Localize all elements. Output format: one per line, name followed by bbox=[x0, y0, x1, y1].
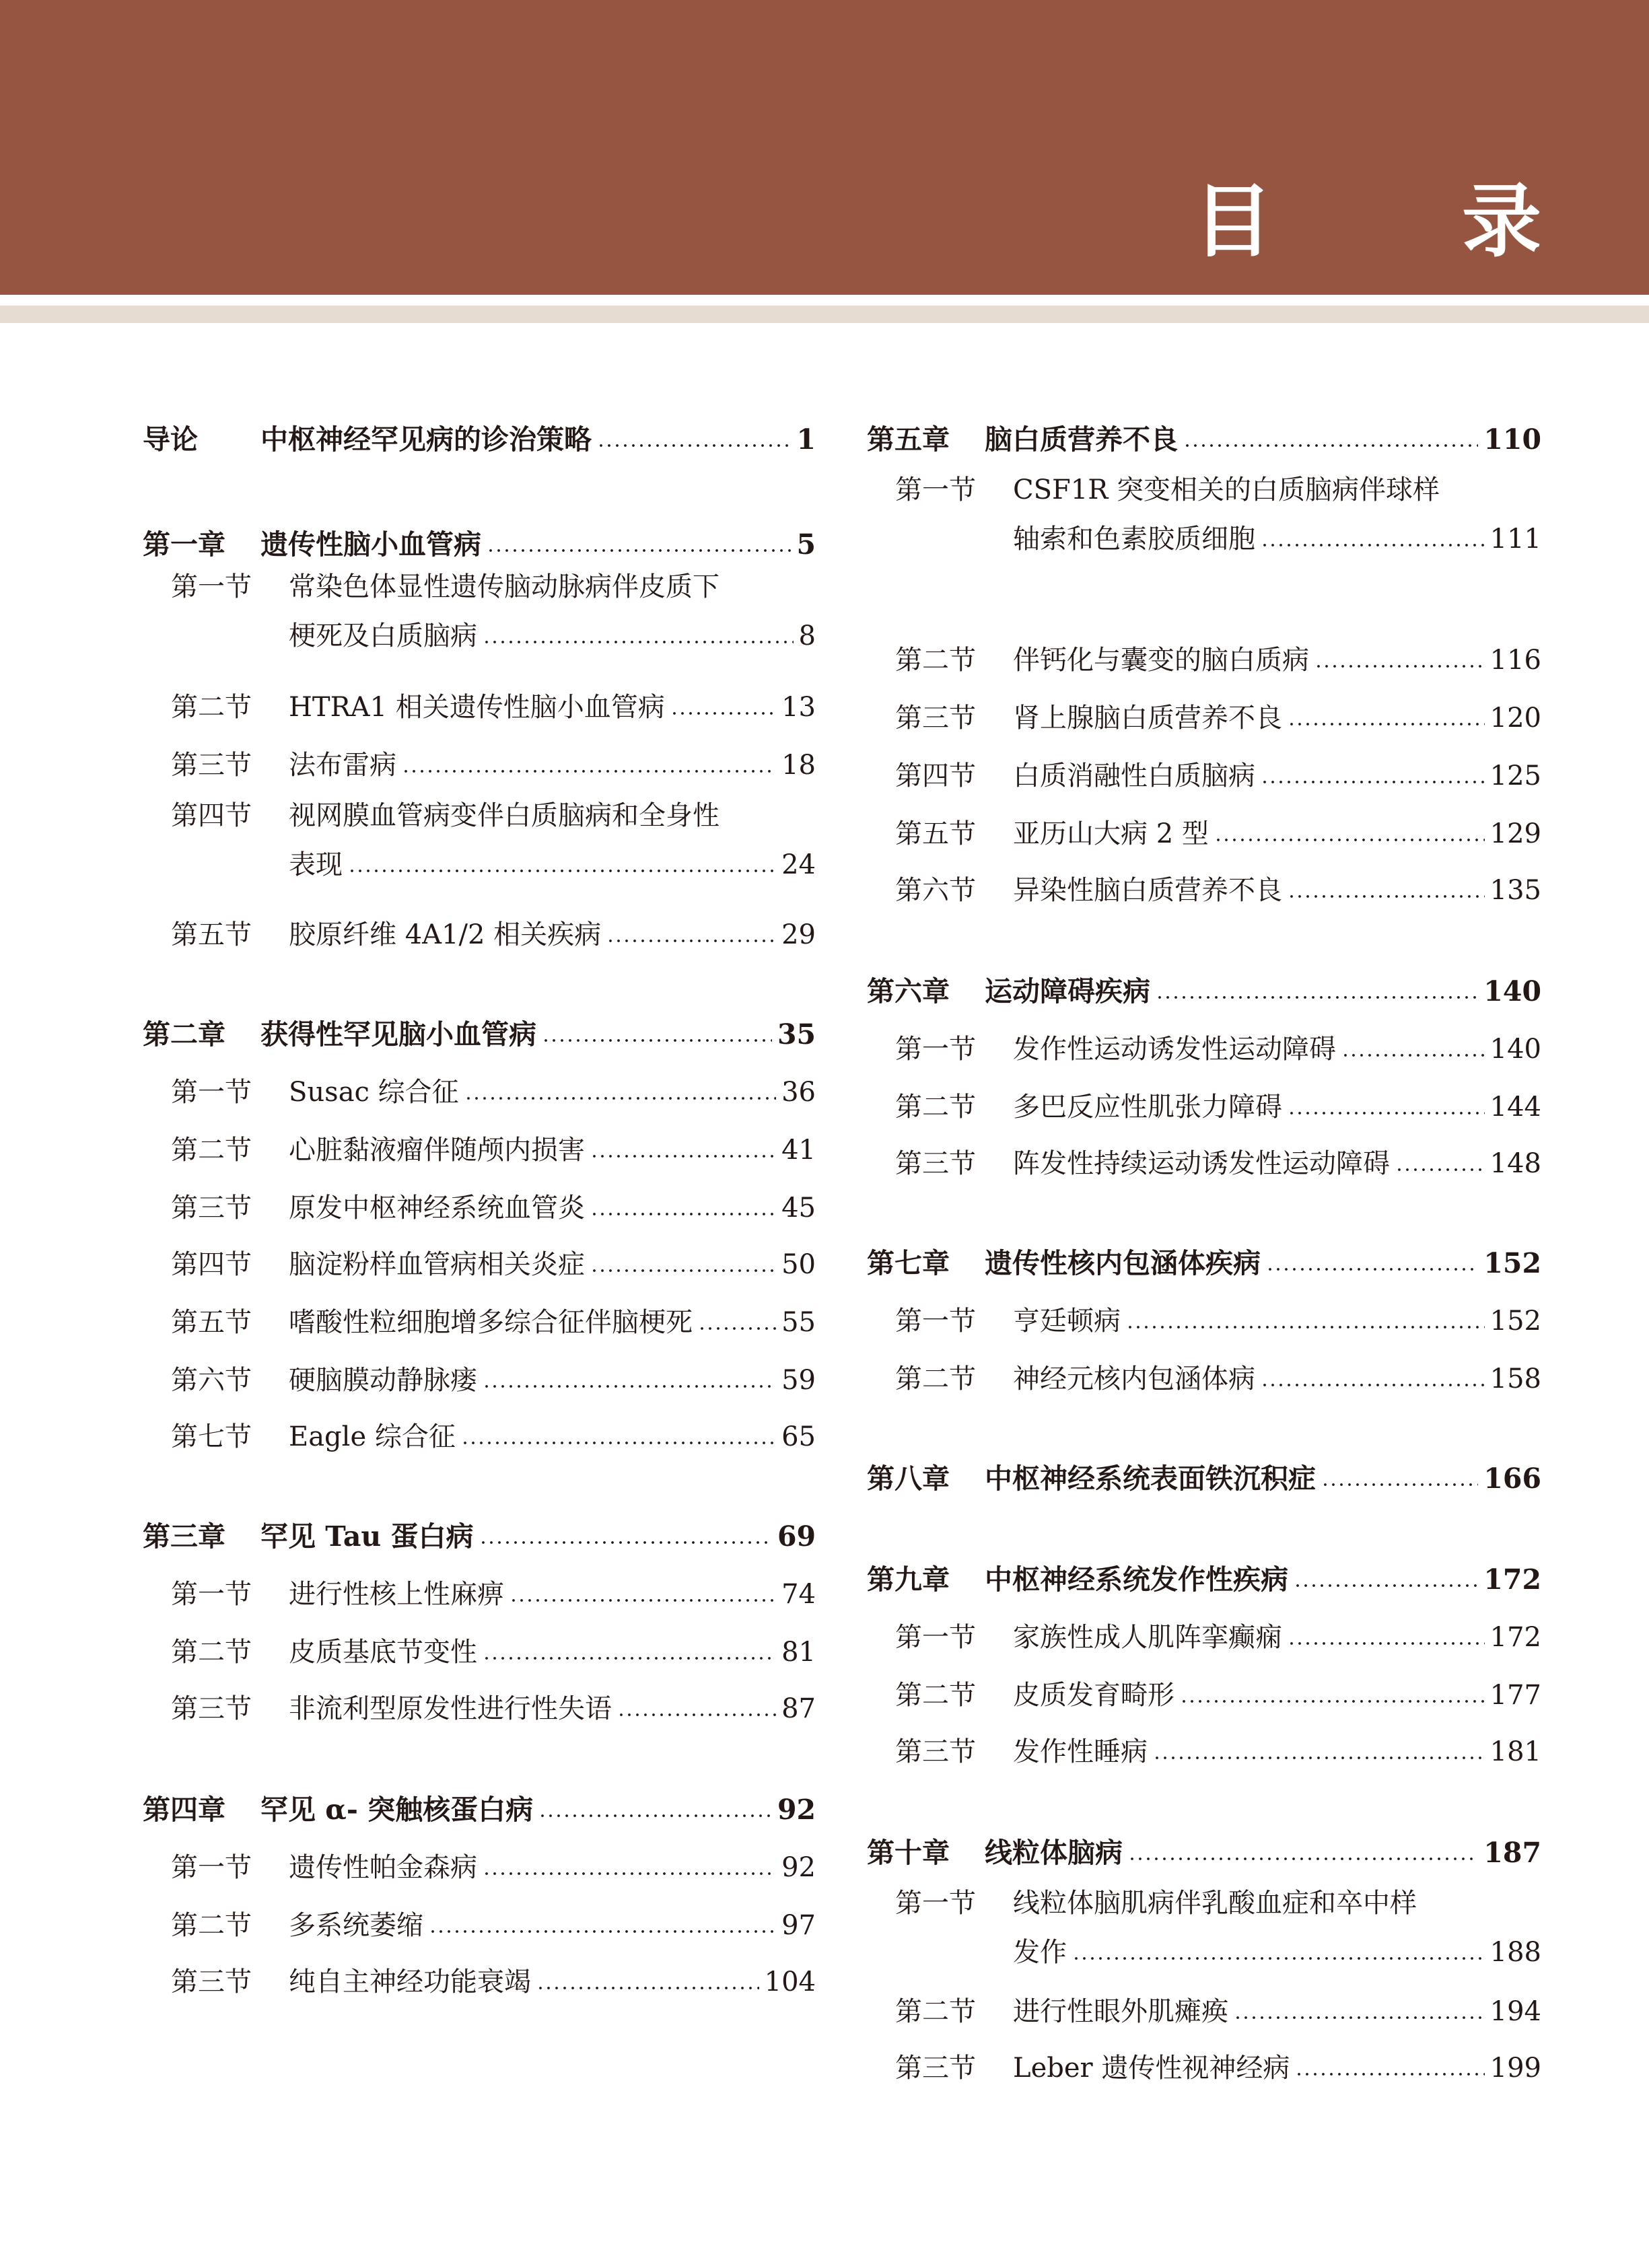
page-number: 87 bbox=[781, 1693, 816, 1724]
dot-leader bbox=[1261, 1384, 1485, 1386]
section-number: 第二节 bbox=[895, 1092, 976, 1123]
section-number: 第三节 bbox=[895, 703, 976, 734]
chapter-number: 第一章 bbox=[143, 528, 225, 561]
toc-section-entry[interactable] bbox=[143, 573, 816, 657]
toc-section-entry[interactable] bbox=[867, 697, 1541, 739]
section-number: 第一节 bbox=[171, 1077, 252, 1108]
chapter-title: 获得性罕见脑小血管病 bbox=[260, 1018, 536, 1051]
toc-section-entry[interactable] bbox=[143, 1129, 816, 1171]
toc-chapter-entry[interactable] bbox=[867, 1832, 1541, 1874]
toc-section-entry[interactable] bbox=[867, 1300, 1541, 1342]
section-title: Susac 综合征 bbox=[289, 1077, 459, 1108]
page-number: 65 bbox=[781, 1421, 816, 1452]
section-title: 纯自主神经功能衰竭 bbox=[289, 1966, 531, 1997]
dot-leader bbox=[464, 1097, 776, 1100]
dot-leader bbox=[1261, 544, 1485, 546]
section-title: 遗传性帕金森病 bbox=[289, 1852, 477, 1883]
toc-section-entry[interactable] bbox=[867, 813, 1541, 855]
dot-leader bbox=[348, 870, 776, 872]
toc-section-entry[interactable] bbox=[143, 914, 816, 956]
toc-section-entry[interactable] bbox=[867, 1617, 1541, 1658]
section-title: 发作 bbox=[1013, 1937, 1067, 1968]
section-number: 第一节 bbox=[895, 1888, 976, 1919]
section-number: 第一节 bbox=[171, 571, 252, 602]
section-title: 多巴反应性肌张力障碍 bbox=[1013, 1092, 1282, 1123]
dot-leader bbox=[1180, 1700, 1485, 1703]
page-number: 92 bbox=[781, 1852, 816, 1883]
section-number: 第三节 bbox=[895, 1148, 976, 1179]
section-number: 第六节 bbox=[895, 875, 976, 906]
dot-leader bbox=[483, 1657, 776, 1660]
page-number: 140 bbox=[1483, 975, 1541, 1007]
section-title: 发作性睡病 bbox=[1013, 1736, 1148, 1767]
toc-section-entry[interactable] bbox=[867, 1674, 1541, 1716]
toc-section-entry[interactable] bbox=[143, 1847, 816, 1888]
dot-leader bbox=[1395, 1168, 1485, 1171]
chapter-title: 罕见 Tau 蛋白病 bbox=[260, 1520, 474, 1553]
chapter-number: 第九章 bbox=[867, 1563, 950, 1596]
toc-section-entry[interactable] bbox=[143, 1573, 816, 1615]
page-number: 97 bbox=[781, 1910, 816, 1941]
toc-section-entry[interactable] bbox=[143, 1416, 816, 1458]
section-number: 第二节 bbox=[895, 1680, 976, 1711]
dot-leader bbox=[1072, 1957, 1485, 1960]
section-number: 第二节 bbox=[171, 692, 252, 723]
section-title: 进行性眼外肌瘫痪 bbox=[1013, 1996, 1228, 2027]
section-title: 轴索和色素胶质细胞 bbox=[1013, 524, 1255, 555]
section-title: 心脏黏液瘤伴随颅内损害 bbox=[289, 1135, 585, 1166]
toc-section-entry[interactable] bbox=[867, 1731, 1541, 1773]
page-number: 187 bbox=[1483, 1837, 1541, 1869]
toc-section-entry[interactable] bbox=[143, 1302, 816, 1343]
page-number: 18 bbox=[781, 750, 816, 781]
toc-chapter-entry[interactable] bbox=[143, 1014, 816, 1055]
section-title: 肾上腺脑白质营养不良 bbox=[1013, 703, 1282, 734]
section-title: 法布雷病 bbox=[289, 750, 396, 781]
toc-section-entry[interactable] bbox=[867, 1358, 1541, 1400]
section-title: 伴钙化与囊变的脑白质病 bbox=[1013, 645, 1309, 676]
page-number: 144 bbox=[1489, 1092, 1541, 1123]
section-number: 第一节 bbox=[171, 1852, 252, 1883]
section-number: 第三节 bbox=[171, 750, 252, 781]
chapter-title: 中枢神经系统发作性疾病 bbox=[985, 1563, 1288, 1596]
section-number: 第二节 bbox=[171, 1910, 252, 1941]
dot-leader bbox=[1288, 723, 1485, 725]
page-number: 92 bbox=[777, 1794, 816, 1826]
dot-leader bbox=[590, 1269, 776, 1272]
toc-section-entry[interactable] bbox=[867, 1991, 1541, 2032]
section-title: Eagle 综合征 bbox=[289, 1421, 456, 1452]
section-number: 第四节 bbox=[171, 800, 252, 831]
chapter-number: 第二章 bbox=[143, 1018, 225, 1051]
section-number: 第三节 bbox=[171, 1693, 252, 1724]
page-number: 129 bbox=[1489, 818, 1541, 849]
section-title: 嗜酸性粒细胞增多综合征伴脑梗死 bbox=[289, 1307, 693, 1338]
toc-section-entry[interactable] bbox=[143, 802, 816, 886]
section-number: 第五节 bbox=[895, 818, 976, 849]
chapter-number: 导论 bbox=[143, 423, 198, 456]
page-number: 199 bbox=[1489, 2053, 1541, 2084]
section-number: 第二节 bbox=[895, 645, 976, 676]
dot-leader bbox=[1214, 839, 1485, 841]
dot-leader bbox=[590, 1155, 776, 1158]
dot-leader bbox=[429, 1930, 776, 1933]
section-title: 多系统萎缩 bbox=[289, 1910, 423, 1941]
chapter-title: 运动障碍疾病 bbox=[985, 975, 1150, 1007]
dot-leader bbox=[1126, 1326, 1485, 1328]
section-number: 第一节 bbox=[895, 1622, 976, 1653]
section-number: 第三节 bbox=[171, 1193, 252, 1224]
section-title: 神经元核内包涵体病 bbox=[1013, 1363, 1255, 1394]
dot-leader bbox=[597, 444, 791, 447]
page-number: 194 bbox=[1489, 1996, 1541, 2027]
section-title: 发作性运动诱发性运动障碍 bbox=[1013, 1034, 1336, 1065]
toc-section-entry[interactable] bbox=[867, 870, 1541, 911]
page-number: 135 bbox=[1489, 875, 1541, 906]
toc-chapter-entry[interactable] bbox=[867, 419, 1541, 460]
dot-leader bbox=[698, 1327, 776, 1330]
dot-leader bbox=[1294, 1584, 1478, 1587]
dot-leader bbox=[1314, 665, 1485, 668]
page-number: 59 bbox=[781, 1365, 816, 1396]
dot-leader bbox=[1295, 2073, 1484, 2076]
dot-leader bbox=[479, 1541, 772, 1544]
toc-chapter-entry[interactable] bbox=[867, 1242, 1541, 1284]
page-number: 45 bbox=[781, 1193, 816, 1224]
toc-chapter-entry[interactable] bbox=[143, 419, 816, 460]
chapter-title: 脑白质营养不良 bbox=[985, 423, 1178, 456]
page-number: 36 bbox=[781, 1077, 816, 1108]
section-title: 亚历山大病 2 型 bbox=[1013, 818, 1209, 849]
page-number: 166 bbox=[1483, 1462, 1541, 1495]
dot-leader bbox=[670, 712, 776, 715]
page-number: 140 bbox=[1489, 1034, 1541, 1065]
toc-section-entry[interactable] bbox=[143, 1688, 816, 1730]
toc-section-entry[interactable] bbox=[867, 755, 1541, 797]
page-number: 120 bbox=[1489, 703, 1541, 734]
toc-section-entry[interactable] bbox=[143, 1631, 816, 1673]
page-number: 172 bbox=[1489, 1622, 1541, 1653]
toc-section-entry[interactable] bbox=[867, 1028, 1541, 1070]
toc-section-entry[interactable] bbox=[867, 1143, 1541, 1184]
chapter-number: 第七章 bbox=[867, 1247, 950, 1279]
dot-leader bbox=[510, 1599, 776, 1602]
dot-leader bbox=[1153, 1757, 1485, 1759]
section-number: 第四节 bbox=[171, 1249, 252, 1280]
page-number: 74 bbox=[781, 1579, 816, 1610]
chapter-title: 中枢神经罕见病的诊治策略 bbox=[260, 423, 592, 456]
page-number: 177 bbox=[1489, 1680, 1541, 1711]
toc-section-entry[interactable] bbox=[867, 2047, 1541, 2089]
dot-leader bbox=[606, 940, 776, 942]
toc-section-entry[interactable] bbox=[143, 1071, 816, 1113]
divider-beige bbox=[0, 306, 1649, 323]
chapter-number: 第四章 bbox=[143, 1794, 225, 1826]
dot-leader bbox=[402, 770, 776, 773]
dot-leader bbox=[1183, 444, 1478, 447]
chapter-number: 第八章 bbox=[867, 1462, 950, 1495]
dot-leader bbox=[1288, 895, 1485, 898]
toc-section-entry[interactable] bbox=[143, 1244, 816, 1285]
toc-section-entry[interactable] bbox=[867, 639, 1541, 681]
chapter-number: 第五章 bbox=[867, 423, 950, 456]
page-number: 158 bbox=[1489, 1363, 1541, 1394]
chapter-number: 第十章 bbox=[867, 1837, 950, 1869]
section-number: 第六节 bbox=[171, 1365, 252, 1396]
toc-section-entry[interactable] bbox=[867, 1086, 1541, 1128]
section-number: 第二节 bbox=[171, 1135, 252, 1166]
page-title: 目 录 bbox=[1193, 174, 1622, 268]
toc-chapter-entry[interactable] bbox=[143, 1789, 816, 1831]
dot-leader bbox=[542, 1039, 772, 1042]
dot-leader bbox=[1128, 1857, 1478, 1860]
section-title: 硬脑膜动静脉瘘 bbox=[289, 1365, 477, 1396]
divider-light bbox=[0, 295, 1649, 306]
page-number: 35 bbox=[777, 1018, 816, 1051]
section-number: 第三节 bbox=[895, 1736, 976, 1767]
dot-leader bbox=[1266, 1268, 1478, 1271]
dot-leader bbox=[1288, 1642, 1485, 1645]
section-title: 梗死及白质脑病 bbox=[289, 621, 477, 651]
page-number: 24 bbox=[781, 849, 816, 880]
section-number: 第一节 bbox=[895, 1306, 976, 1337]
section-title: 胶原纤维 4A1/2 相关疾病 bbox=[289, 919, 602, 950]
section-number: 第七节 bbox=[171, 1421, 252, 1452]
toc-section-entry[interactable] bbox=[143, 1905, 816, 1946]
dot-leader bbox=[590, 1213, 776, 1215]
section-title: 皮质发育畸形 bbox=[1013, 1680, 1174, 1711]
dot-leader bbox=[538, 1814, 772, 1817]
page-number: 50 bbox=[781, 1249, 816, 1280]
dot-leader bbox=[461, 1442, 776, 1444]
chapter-title: 中枢神经系统表面铁沉积症 bbox=[985, 1462, 1316, 1495]
toc-chapter-entry[interactable] bbox=[867, 1458, 1541, 1499]
page-number: 152 bbox=[1489, 1306, 1541, 1337]
dot-leader bbox=[1156, 996, 1478, 999]
dot-leader bbox=[536, 1987, 759, 1989]
page-number: 111 bbox=[1489, 524, 1541, 555]
section-number: 第二节 bbox=[895, 1996, 976, 2027]
section-title: 阵发性持续运动诱发性运动障碍 bbox=[1013, 1148, 1390, 1179]
section-title: 视网膜血管病变伴白质脑病和全身性 bbox=[289, 800, 720, 831]
section-title: 非流利型原发性进行性失语 bbox=[289, 1693, 612, 1724]
page-number: 13 bbox=[781, 692, 816, 723]
toc-section-entry[interactable] bbox=[143, 1961, 816, 2003]
toc-section-entry[interactable] bbox=[143, 744, 816, 786]
toc-section-entry[interactable] bbox=[143, 686, 816, 728]
page-number: 152 bbox=[1483, 1247, 1541, 1279]
dot-leader bbox=[483, 1385, 776, 1388]
section-title: 家族性成人肌阵挛癫痫 bbox=[1013, 1622, 1282, 1653]
toc-chapter-entry[interactable] bbox=[143, 1516, 816, 1557]
chapter-title: 遗传性核内包涵体疾病 bbox=[985, 1247, 1261, 1279]
section-number: 第三节 bbox=[171, 1966, 252, 1997]
toc-section-entry[interactable] bbox=[143, 1359, 816, 1401]
page-number: 188 bbox=[1489, 1937, 1541, 1968]
page-number: 148 bbox=[1489, 1148, 1541, 1179]
section-title: 皮质基底节变性 bbox=[289, 1637, 477, 1668]
header-band bbox=[0, 0, 1649, 295]
section-title: 原发中枢神经系统血管炎 bbox=[289, 1193, 585, 1224]
section-title: 进行性核上性麻痹 bbox=[289, 1579, 504, 1610]
section-title: 异染性脑白质营养不良 bbox=[1013, 875, 1282, 906]
dot-leader bbox=[1261, 781, 1485, 783]
section-title: 白质消融性白质脑病 bbox=[1013, 760, 1255, 791]
toc-section-entry[interactable] bbox=[143, 1187, 816, 1229]
toc-chapter-entry[interactable] bbox=[867, 1559, 1541, 1600]
section-number: 第二节 bbox=[895, 1363, 976, 1394]
toc-section-entry[interactable] bbox=[867, 476, 1541, 560]
section-number: 第五节 bbox=[171, 919, 252, 950]
page-number: 110 bbox=[1483, 423, 1541, 456]
page-number: 116 bbox=[1489, 645, 1541, 676]
page-number: 125 bbox=[1489, 760, 1541, 791]
page-number: 1 bbox=[796, 423, 816, 456]
page-number: 5 bbox=[796, 528, 816, 561]
chapter-number: 第三章 bbox=[143, 1520, 225, 1553]
section-title: 脑淀粉样血管病相关炎症 bbox=[289, 1249, 585, 1280]
chapter-title: 罕见 α- 突触核蛋白病 bbox=[260, 1794, 534, 1826]
section-number: 第一节 bbox=[895, 1034, 976, 1065]
section-title: 线粒体脑肌病伴乳酸血症和卒中样 bbox=[1013, 1888, 1417, 1919]
section-number: 第二节 bbox=[171, 1637, 252, 1668]
dot-leader bbox=[1341, 1054, 1485, 1057]
page-number: 8 bbox=[798, 621, 816, 651]
dot-leader bbox=[1321, 1483, 1478, 1486]
section-title: 常染色体显性遗传脑动脉病伴皮质下 bbox=[289, 571, 720, 602]
section-number: 第一节 bbox=[171, 1579, 252, 1610]
chapter-title: 线粒体脑病 bbox=[985, 1837, 1123, 1869]
page-number: 41 bbox=[781, 1135, 816, 1166]
page-number: 172 bbox=[1483, 1563, 1541, 1596]
page-number: 29 bbox=[781, 919, 816, 950]
toc-chapter-entry[interactable] bbox=[867, 970, 1541, 1012]
section-title: HTRA1 相关遗传性脑小血管病 bbox=[289, 692, 665, 723]
chapter-title: 遗传性脑小血管病 bbox=[260, 528, 481, 561]
section-title: Leber 遗传性视神经病 bbox=[1013, 2053, 1290, 2084]
dot-leader bbox=[617, 1713, 776, 1716]
dot-leader bbox=[1288, 1112, 1485, 1114]
section-number: 第五节 bbox=[171, 1307, 252, 1338]
section-title: CSF1R 突变相关的白质脑病伴球样 bbox=[1013, 474, 1440, 505]
dot-leader bbox=[483, 641, 794, 643]
page-number: 181 bbox=[1489, 1736, 1541, 1767]
chapter-number: 第六章 bbox=[867, 975, 950, 1007]
page-number: 81 bbox=[781, 1637, 816, 1668]
section-title: 表现 bbox=[289, 849, 343, 880]
dot-leader bbox=[487, 549, 791, 552]
section-number: 第一节 bbox=[895, 474, 976, 505]
toc-section-entry[interactable] bbox=[867, 1890, 1541, 1973]
page-number: 55 bbox=[781, 1307, 816, 1338]
section-number: 第四节 bbox=[895, 760, 976, 791]
dot-leader bbox=[1234, 2016, 1485, 2019]
dot-leader bbox=[483, 1872, 776, 1875]
page-number: 69 bbox=[777, 1520, 816, 1553]
page-number: 104 bbox=[764, 1966, 816, 1997]
section-number: 第三节 bbox=[895, 2053, 976, 2084]
section-title: 亨廷顿病 bbox=[1013, 1306, 1121, 1337]
